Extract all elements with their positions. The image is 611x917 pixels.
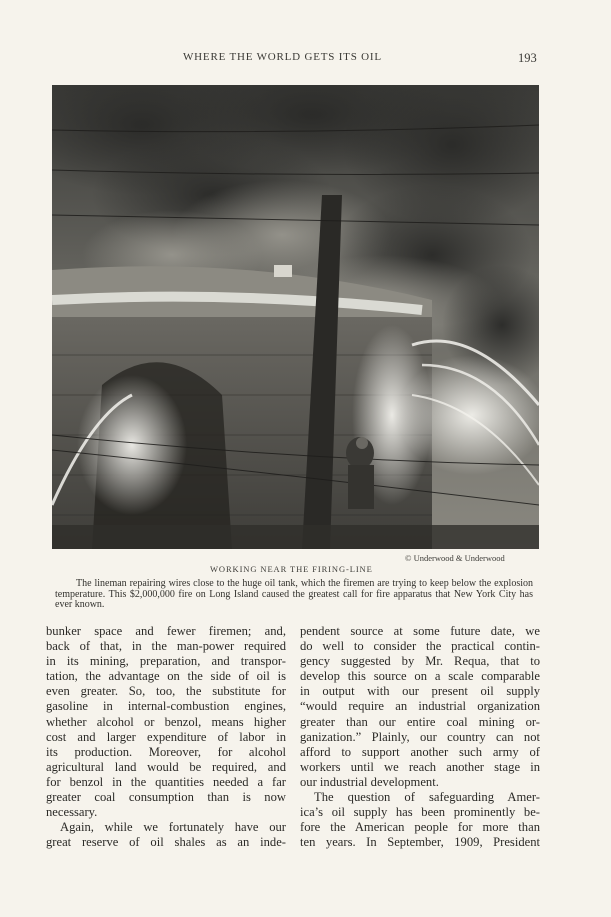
- text-line: its production. Moreover, for alcohol: [46, 744, 286, 759]
- text-line: in its mining, preparation, and transpor-: [46, 654, 286, 669]
- text-line: great reserve of oil shales as an inde-: [46, 835, 286, 850]
- figure-title: WORKING NEAR THE FIRING-LINE: [210, 564, 373, 574]
- text-line: develop this source on a scale comparable: [300, 669, 540, 684]
- running-head: WHERE THE WORLD GETS ITS OIL: [183, 51, 382, 63]
- text-line: The question of safeguarding Amer-: [314, 790, 540, 805]
- text-line: greater than our entire coal mining or-: [300, 714, 540, 729]
- text-line: fore the American people for more than: [300, 820, 540, 835]
- right-column: [300, 624, 540, 850]
- text-line: in output with our present oil supply: [300, 684, 540, 699]
- text-line: do well to consider the practical contin-: [300, 639, 540, 654]
- text-line: “would require an industrial organization: [300, 699, 540, 714]
- text-line: whether alcohol or benzol, means higher: [46, 714, 286, 729]
- text-line: ten years. In September, 1909, President: [300, 835, 540, 850]
- page-number: 193: [518, 51, 537, 65]
- text-line: back of that, in the man-power required: [46, 639, 286, 654]
- text-line: greater coal consumption than is now: [46, 790, 286, 805]
- text-line: Again, while we fortunately have our: [60, 820, 286, 835]
- text-line: our industrial development.: [300, 774, 439, 789]
- text-line: workers until we reach another stage in: [300, 759, 540, 774]
- left-column: [46, 624, 286, 850]
- text-line: agricultural land would be required, and: [46, 759, 286, 774]
- text-line: necessary.: [46, 805, 98, 820]
- text-line: pendent source at some future date, we: [300, 624, 540, 638]
- text-line: tation, the advantage on the side of oil is: [46, 669, 286, 684]
- page-header: [0, 51, 611, 67]
- photo-credit: © Underwood & Underwood: [405, 553, 505, 563]
- text-line: bunker space and fewer firemen; and,: [46, 624, 286, 638]
- text-line: gency suggested by Mr. Requa, that to: [300, 654, 540, 669]
- fire-photograph: [52, 85, 539, 549]
- text-line: cost and larger expenditure of labor in: [46, 729, 286, 744]
- text-line: ica’s oil supply has been prominently be-: [300, 805, 540, 820]
- text-line: even greater. So, too, the substitute for: [46, 684, 286, 699]
- text-line: ganization.” Plainly, our country can not: [300, 729, 540, 744]
- text-line: afford to support another such army of: [300, 744, 540, 759]
- figure-caption: The lineman repairing wires close to the huge oil tank, which the firemen are trying to keep below the explosion temperature. This $2,000,000 fire on Long Island caused the greatest call for fire apparatus that New York City has ever known.: [55, 578, 533, 610]
- text-line: for benzol in the quantities needed a far: [46, 774, 286, 789]
- text-line: gasoline in internal-combustion engines,: [46, 699, 286, 714]
